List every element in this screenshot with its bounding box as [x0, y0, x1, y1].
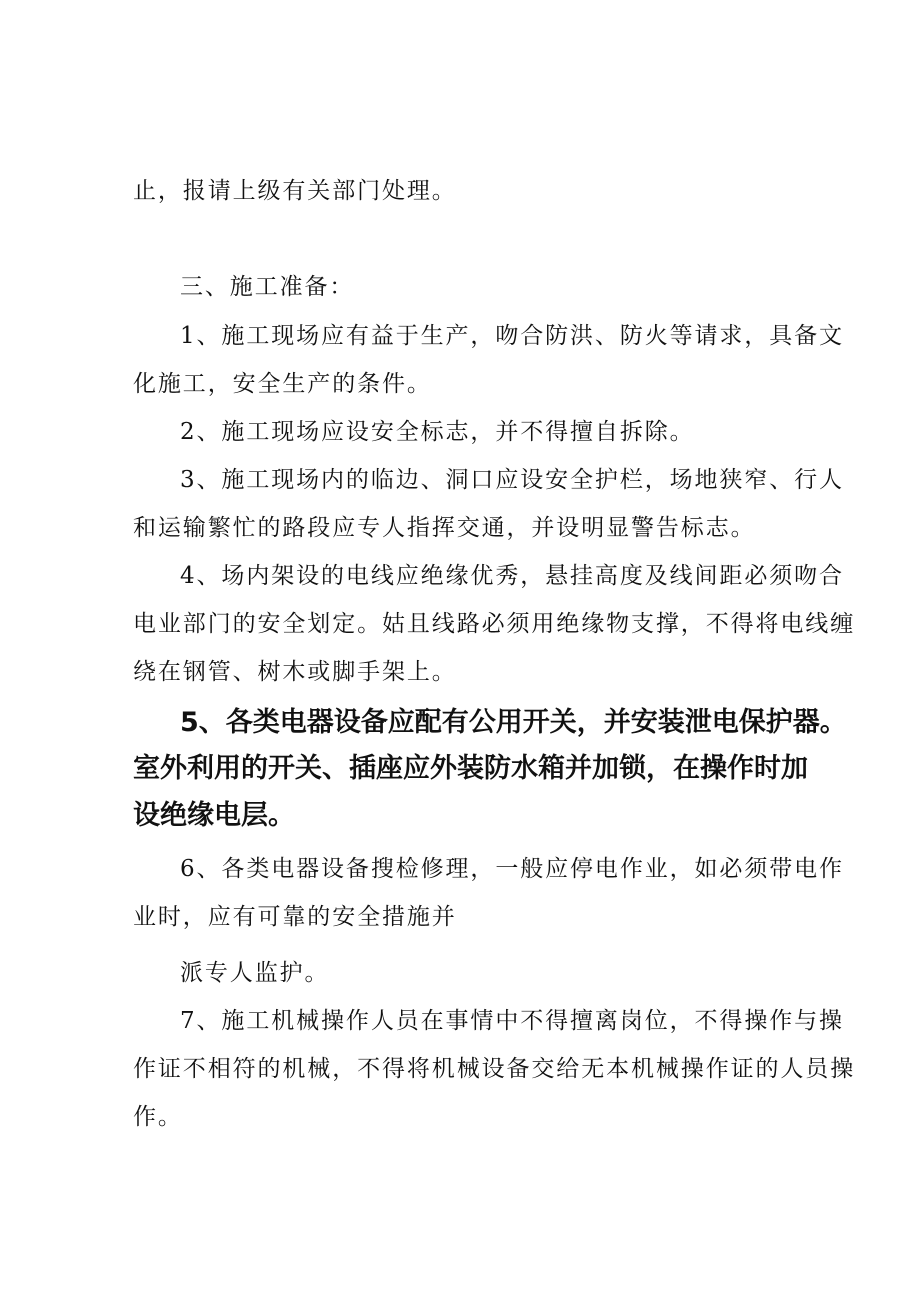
item-7-line-1: 7、施工机械操作人员在事情中不得擅离岗位，不得操作与操: [180, 1008, 844, 1034]
item-1-line-2: 化施工，安全生产的条件。: [133, 371, 432, 397]
item-7-line-2: 作证不相符的机械，不得将机械设备交给无本机械操作证的人员操: [133, 1056, 856, 1082]
item-3-line-2: 和运输繁忙的路段应专人指挥交通，并设明显警告标志。: [133, 515, 756, 541]
para-prev-end: 止，报请上级有关部门处理。: [133, 178, 457, 204]
item-6-line-2: 业时，应有可靠的安全措施并: [133, 904, 457, 930]
item-7-line-3: 作。: [133, 1104, 183, 1130]
item-5-line-1: 5、各类电器设备应配有公用开关，并安装泄电保护器。: [180, 707, 847, 738]
item-5-line-3: 设绝缘电层。: [133, 800, 295, 831]
item-4-line-3: 绕在钢管、树木或脚手架上。: [133, 659, 457, 685]
item-1-line-1: 1、施工现场应有益于生产，吻合防洪、防火等请求，具备文: [180, 323, 844, 349]
section-heading: 三、施工准备：: [180, 274, 355, 300]
item-6-line-1: 6、各类电器设备搜检修理，一般应停电作业，如必须带电作: [180, 856, 844, 882]
item-2-line-1: 2、施工现场应设安全标志，并不得擅自拆除。: [180, 419, 695, 445]
item-4-line-1: 4、场内架设的电线应绝缘优秀，悬挂高度及线间距必须吻合: [180, 563, 844, 589]
item-4-line-2: 电业部门的安全划定。姑且线路必须用绝缘物支撑，不得将电线缠: [133, 611, 856, 637]
item-6-line-3: 派专人监护。: [180, 960, 330, 986]
item-3-line-1: 3、施工现场内的临边、洞口应设安全护栏，场地狭窄、行人: [180, 467, 844, 493]
item-5-line-2: 室外利用的开关、插座应外装防水箱并加锁，在操作时加: [133, 753, 808, 784]
